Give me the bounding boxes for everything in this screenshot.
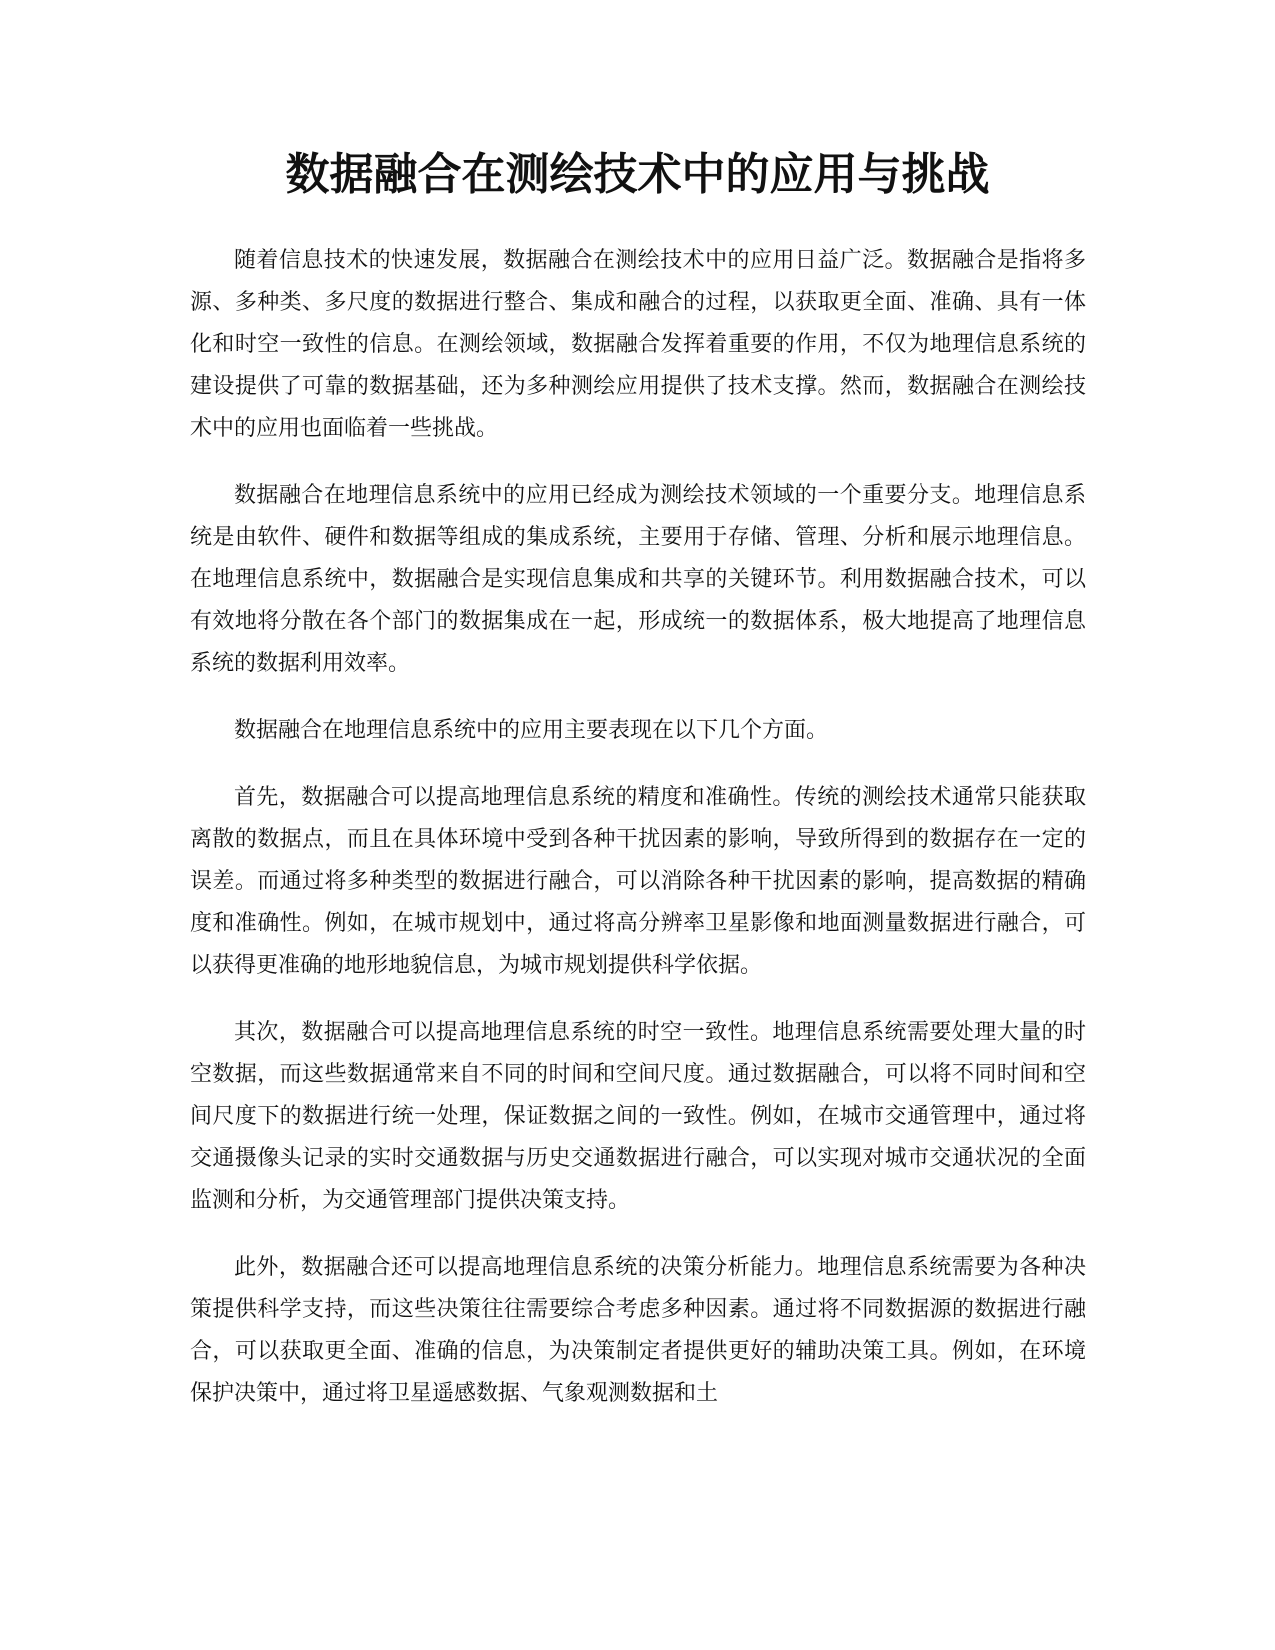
paragraph-1: 随着信息技术的快速发展，数据融合在测绘技术中的应用日益广泛。数据融合是指将多源、多种类、多尺度的数据进行整合、集成和融合的过程，以获取更全面、准确、具有一体化和时空一致性的信息。在测绘领域，数据融合发挥着重要的作用，不仅为地理信息系统的建设提供了可靠的数据基础，还为多种测绘应用提供了技术支撑。然而，数据融合在测绘技术中的应用也面临着一些挑战。	[190, 248, 1086, 441]
paragraph-3: 数据融合在地理信息系统中的应用主要表现在以下几个方面。	[234, 718, 829, 743]
paragraph-4: 首先，数据融合可以提高地理信息系统的精度和准确性。传统的测绘技术通常只能获取离散的数据点，而且在具体环境中受到各种干扰因素的影响，导致所得到的数据存在一定的误差。而通过将多种类型的数据进行融合，可以消除各种干扰因素的影响，提高数据的精确度和准确性。例如，在城市规划中，通过将高分辨率卫星影像和地面测量数据进行融合，可以获得更准确的地形地貌信息，为城市规划提供科学依据。	[190, 785, 1086, 978]
document-title: 数据融合在测绘技术中的应用与挑战	[285, 149, 990, 200]
paragraph-6: 此外，数据融合还可以提高地理信息系统的决策分析能力。地理信息系统需要为各种决策提供科学支持，而这些决策往往需要综合考虑多种因素。通过将不同数据源的数据进行融合，可以获取更全面、准确的信息，为决策制定者提供更好的辅助决策工具。例如，在环境保护决策中，通过将卫星遥感数据、气象观测数据和土	[190, 1255, 1086, 1406]
document-body	[190, 240, 1086, 1440]
paragraph-5: 其次，数据融合可以提高地理信息系统的时空一致性。地理信息系统需要处理大量的时空数据，而这些数据通常来自不同的时间和空间尺度。通过数据融合，可以将不同时间和空间尺度下的数据进行统一处理，保证数据之间的一致性。例如，在城市交通管理中，通过将交通摄像头记录的实时交通数据与历史交通数据进行融合，可以实现对城市交通状况的全面监测和分析，为交通管理部门提供决策支持。	[190, 1020, 1086, 1213]
paragraph-2: 数据融合在地理信息系统中的应用已经成为测绘技术领域的一个重要分支。地理信息系统是由软件、硬件和数据等组成的集成系统，主要用于存储、管理、分析和展示地理信息。在地理信息系统中，数据融合是实现信息集成和共享的关键环节。利用数据融合技术，可以有效地将分散在各个部门的数据集成在一起，形成统一的数据体系，极大地提高了地理信息系统的数据利用效率。	[190, 483, 1086, 676]
